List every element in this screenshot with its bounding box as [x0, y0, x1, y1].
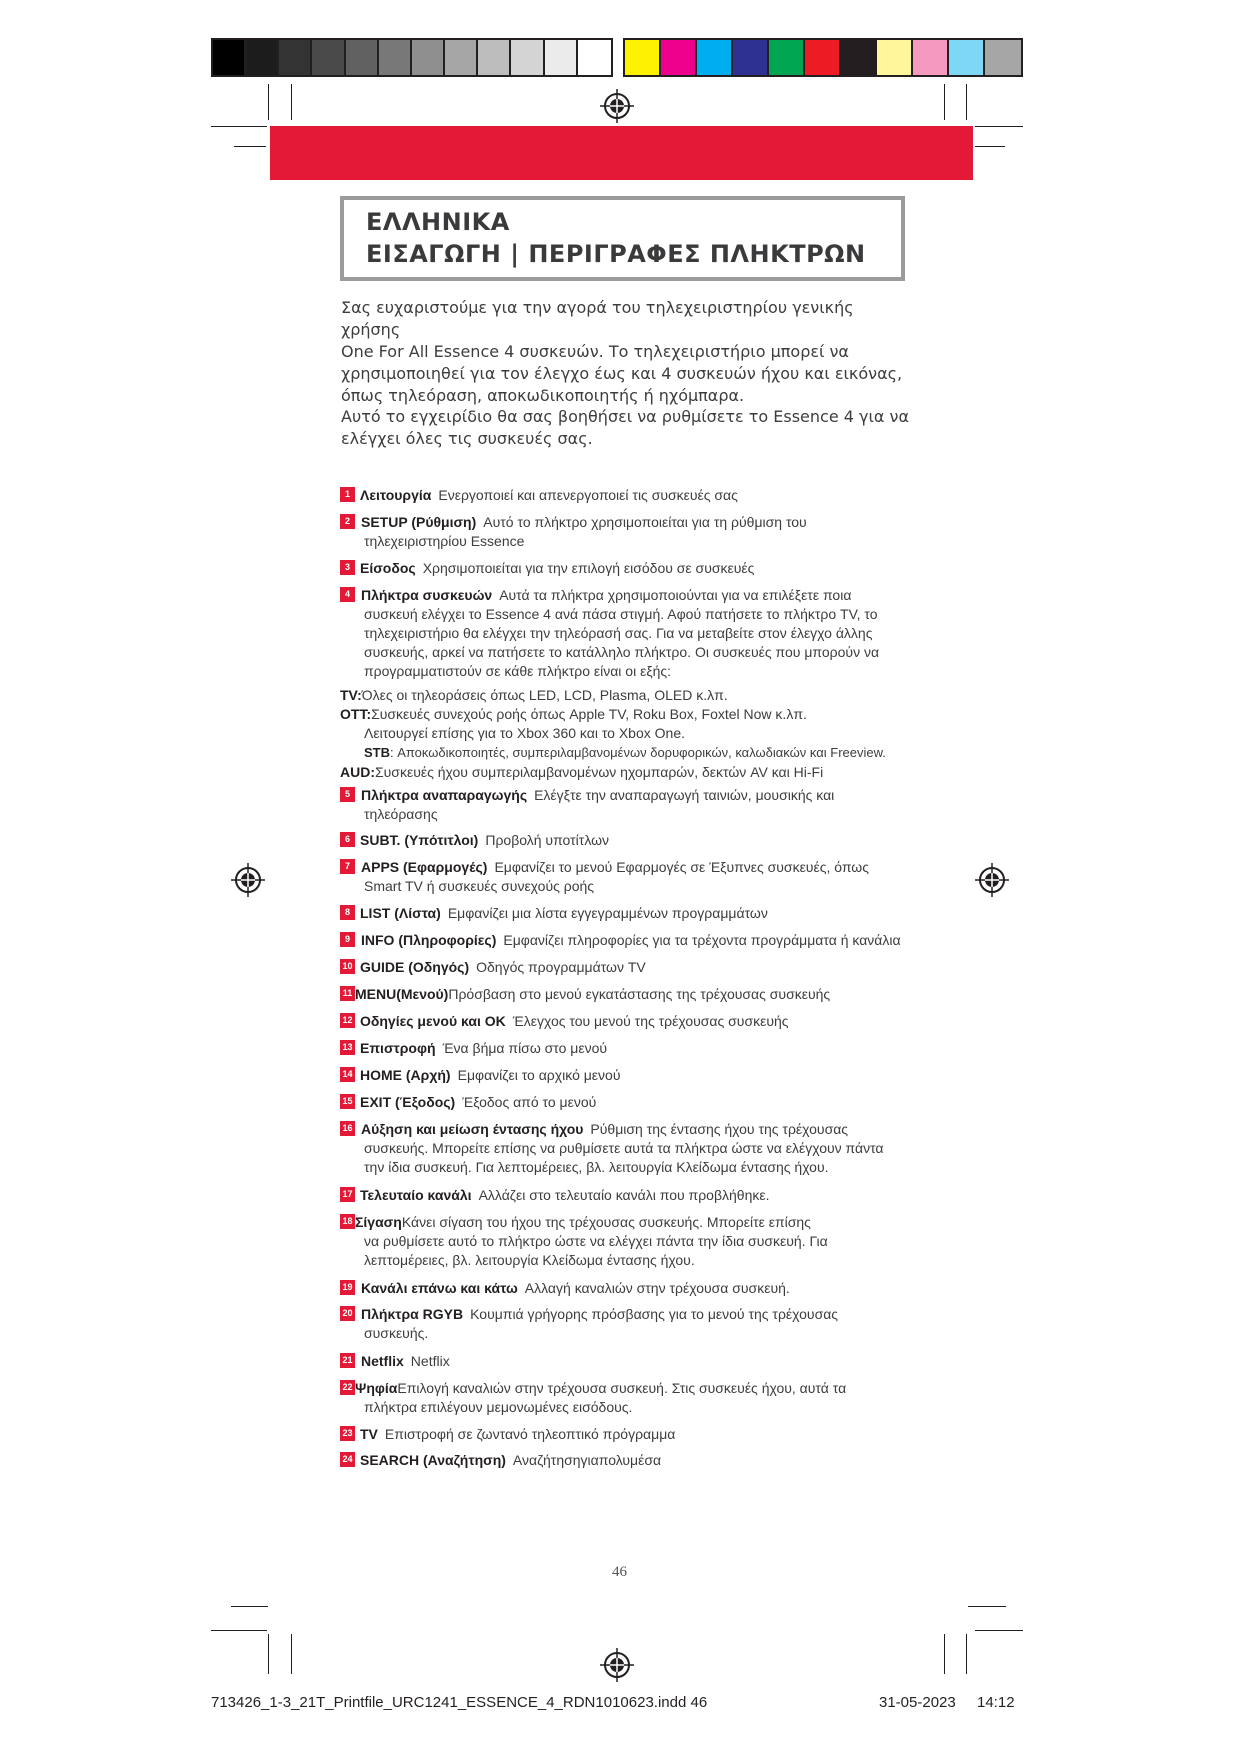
key-number-badge: 12 [340, 1013, 355, 1028]
key-name: SEARCH (Αναζήτηση) [360, 1452, 506, 1468]
key-line [361, 1279, 790, 1298]
key-line [360, 1451, 661, 1470]
color-swatch [913, 40, 949, 75]
key-description: Αλλαγή καναλιών στην τρέχουσα συσκευή. [524, 1280, 790, 1296]
print-time: 14:12 [977, 1694, 1015, 1711]
key-name: LIST (Λίστα) [360, 905, 441, 921]
color-swatch [246, 40, 279, 75]
key-name: MENU(Μενού) [355, 986, 449, 1002]
print-date: 31-05-2023 [879, 1694, 956, 1711]
key-line [360, 958, 646, 977]
key-line [361, 1120, 848, 1139]
intro-paragraph-2 [341, 406, 911, 450]
key-line [360, 1186, 770, 1205]
device-type-label: TV: [340, 687, 362, 703]
key-number-badge: 24 [340, 1452, 355, 1467]
section-title-box [340, 196, 905, 281]
key-number-badge: 20 [340, 1306, 355, 1321]
crop-mark [968, 1606, 1006, 1607]
color-swatch [379, 40, 412, 75]
color-swatch [949, 40, 985, 75]
key-name: SETUP (Ρύθμιση) [361, 514, 477, 530]
key-description-cont: τηλεχειριστηρίου Essence [364, 533, 525, 549]
crop-mark [975, 146, 1005, 147]
registration-mark-icon [231, 863, 265, 897]
key-line [360, 559, 754, 578]
key-description: Εμφανίζει το αρχικό μενού [457, 1067, 621, 1083]
key-line [355, 1213, 811, 1232]
file-slug: 713426_1-3_21T_Printfile_URC1241_ESSENCE_4_RDN1010623.indd 46 [211, 1694, 708, 1711]
key-description-cont: προγραμματιστούν σε κάθε πλήκτρο είναι οι εξής: [364, 663, 672, 679]
key-description: Χρησιμοποιείται για την επιλογή εισόδου σε συσκευές [422, 560, 755, 576]
key-name: INFO (Πληροφορίες) [361, 932, 497, 948]
color-swatch [805, 40, 841, 75]
key-number-badge: 15 [340, 1094, 355, 1109]
key-name: APPS (Εφαρμογές) [361, 859, 488, 875]
key-description: Εμφανίζει το μενού Εφαρμογές σε Έξυπνες συσκευές, όπως [494, 859, 869, 875]
key-description-cont: να ρυθμίσετε αυτό το πλήκτρο ώστε να ελέγχει πάντα την ίδια συσκευή. Για [364, 1233, 828, 1249]
crop-mark [211, 1630, 267, 1631]
key-description: Netflix [410, 1353, 450, 1369]
process-color-bar [623, 38, 1023, 77]
key-number-badge: 8 [340, 905, 355, 920]
key-description: Πρόσβαση στο μενού εγκατάστασης της τρέχουσας συσκευής [448, 986, 831, 1002]
crop-mark [944, 84, 945, 120]
color-swatch [346, 40, 379, 75]
key-description: Έξοδος από το μενού [462, 1094, 597, 1110]
key-name: Κανάλι επάνω και κάτω [361, 1280, 518, 1296]
color-swatch [511, 40, 544, 75]
color-swatch [661, 40, 697, 75]
key-line [360, 1425, 675, 1444]
intro-line: Αυτό το εγχειρίδιο θα σας βοηθήσει να ρυθμίσετε το Essence 4 για να [341, 407, 910, 426]
key-number-badge: 10 [340, 959, 355, 974]
key-name: Πλήκτρα αναπαραγωγής [361, 787, 528, 803]
crop-mark [975, 1630, 1023, 1631]
crop-mark [268, 84, 269, 120]
language-heading: ΕΛΛΗΝΙΚΑ [366, 208, 510, 236]
key-name: Πλήκτρα συσκευών [361, 587, 493, 603]
key-line [360, 1066, 621, 1085]
key-name: Τελευταίο κανάλι [360, 1187, 472, 1203]
key-description: Οδηγός προγραμμάτων TV [476, 959, 646, 975]
color-swatch [213, 40, 246, 75]
crop-mark [291, 84, 292, 120]
key-description-cont: τηλεόρασης [364, 806, 438, 822]
device-type-tv [340, 686, 728, 705]
color-swatch [545, 40, 578, 75]
key-description: Έλεγχος του μενού της τρέχουσας συσκευής [512, 1013, 789, 1029]
key-description-cont: Smart TV ή συσκευές συνεχούς ροής [364, 878, 595, 894]
key-line [360, 486, 738, 505]
crop-mark [234, 146, 266, 147]
key-number-badge: 22 [340, 1380, 355, 1395]
crop-mark [975, 126, 1023, 127]
intro-line: Σας ευχαριστούμε για την αγορά του τηλεχειριστηρίου γενικής χρήσης [341, 298, 854, 339]
device-type-text: Συσκευές συνεχούς ροής όπως Apple TV, Roku Box, Foxtel Now κ.λπ. [371, 706, 807, 722]
key-description: Κουμπιά γρήγορης πρόσβασης για το μενού της τρέχουσας [470, 1306, 839, 1322]
key-name: Σίγαση [355, 1214, 402, 1230]
key-number-badge: 21 [340, 1353, 355, 1368]
device-type-label: OTT: [340, 706, 372, 722]
color-swatch [841, 40, 877, 75]
header-red-band [270, 126, 973, 180]
registration-mark-icon [975, 863, 1009, 897]
key-line [361, 1352, 450, 1371]
key-number-badge: 7 [340, 859, 355, 874]
key-description: Αυτό το πλήκτρο χρησιμοποιείται για τη ρύθμιση του [483, 514, 807, 530]
color-swatch [279, 40, 312, 75]
key-description-cont: συσκευής, αρκεί να πατήσετε το κατάλληλο πλήκτρο. Οι συσκευές που μπορούν να [364, 644, 880, 660]
key-number-badge: 13 [340, 1040, 355, 1055]
registration-mark-icon [600, 1648, 634, 1682]
key-name: GUIDE (Οδηγός) [360, 959, 470, 975]
key-name: SUBT. (Υπότιτλοι) [360, 832, 479, 848]
key-name: HOME (Αρχή) [360, 1067, 451, 1083]
key-number-badge: 9 [340, 932, 355, 947]
device-type-stb [364, 743, 886, 762]
key-line [361, 931, 901, 950]
key-line [360, 1093, 596, 1112]
device-type-label: STB [364, 745, 390, 760]
intro-paragraph [341, 297, 911, 407]
device-type-text: : Αποκωδικοποιητές, συμπεριλαμβανομένων δορυφορικών, καλωδιακών και Freeview. [390, 745, 886, 760]
key-number-badge: 23 [340, 1426, 355, 1441]
key-number-badge: 14 [340, 1067, 355, 1082]
key-description: Επιλογή καναλιών στην τρέχουσα συσκευή. Στις συσκευές ήχου, αυτά τα [397, 1380, 847, 1396]
page-title: ΕΙΣΑΓΩΓΗ | ΠΕΡΙΓΡΑΦΕΣ ΠΛΗΚΤΡΩΝ [366, 240, 866, 268]
key-description: Ενεργοποιεί και απενεργοποιεί τις συσκευές σας [438, 487, 738, 503]
key-number-badge: 19 [340, 1280, 355, 1295]
key-description: Κάνει σίγαση του ήχου της τρέχουσας συσκευής. Μπορείτε επίσης [401, 1214, 811, 1230]
key-description: Επιστροφή σε ζωντανό τηλεοπτικό πρόγραμμα [384, 1426, 676, 1442]
color-swatch [733, 40, 769, 75]
device-type-text: Συσκευές ήχου συμπεριλαμβανομένων ηχομπαρών, δεκτών AV και Hi-Fi [375, 764, 824, 780]
color-swatch [412, 40, 445, 75]
intro-line: One For All Essence 4 συσκευών. Το τηλεχειριστήριο μπορεί να [341, 342, 849, 361]
key-description: Εμφανίζει πληροφορίες για τα τρέχοντα προγράμματα ή κανάλια [503, 932, 901, 948]
key-name: Πλήκτρα RGYB [361, 1306, 464, 1322]
key-number-badge: 16 [340, 1121, 355, 1136]
color-swatch [625, 40, 661, 75]
key-line [360, 1039, 607, 1058]
key-line [361, 1305, 838, 1324]
key-description: Αναζήτησηγιαπολυμέσα [512, 1452, 662, 1468]
registration-mark-icon [600, 89, 634, 123]
key-number-badge: 5 [340, 787, 355, 802]
key-line [361, 513, 807, 532]
key-description-cont: συσκευής. [364, 1325, 429, 1341]
color-swatch [769, 40, 805, 75]
key-name: EXIT (Έξοδος) [360, 1094, 456, 1110]
device-type-aud [340, 763, 823, 782]
key-name: Netflix [361, 1353, 404, 1369]
key-number-badge: 18 [340, 1214, 355, 1229]
key-number-badge: 11 [340, 986, 355, 1001]
color-swatch [578, 40, 611, 75]
key-line [361, 786, 834, 805]
device-type-ott-cont: Λειτουργεί επίσης για το Xbox 360 και το Xbox One. [364, 725, 685, 741]
key-name: Λειτουργία [360, 487, 432, 503]
key-description-cont: την ίδια συσκευή. Για λεπτομέρειες, βλ. λειτουργία Κλείδωμα έντασης ήχου. [364, 1159, 829, 1175]
key-name: Ψηφία [355, 1380, 398, 1396]
key-line [360, 904, 768, 923]
color-swatch [478, 40, 511, 75]
grayscale-color-bar [211, 38, 613, 77]
crop-mark [966, 1634, 967, 1674]
key-number-badge: 17 [340, 1187, 355, 1202]
key-line [360, 831, 609, 850]
key-line [355, 1379, 846, 1398]
key-number-badge: 2 [340, 514, 355, 529]
key-description: Ένα βήμα πίσω στο μενού [442, 1040, 608, 1056]
intro-line: όπως τηλεόραση, αποκωδικοποιητής ή ηχόμπαρα. [341, 386, 745, 405]
key-description: Ρύθμιση της έντασης ήχου της τρέχουσας [590, 1121, 849, 1137]
crop-mark [966, 84, 967, 120]
crop-mark [231, 1606, 268, 1607]
key-description-cont: συσκευής. Μπορείτε επίσης να ρυθμίσετε αυτά τα πλήκτρα ώστε να ελέγχουν πάντα [364, 1140, 884, 1156]
key-name: Αύξηση και μείωση έντασης ήχου [361, 1121, 584, 1137]
key-line [360, 1012, 789, 1031]
key-description: Εμφανίζει μια λίστα εγγεγραμμένων προγραμμάτων [447, 905, 768, 921]
key-name: TV [360, 1426, 378, 1442]
key-name: Οδηγίες μενού και OK [360, 1013, 506, 1029]
color-swatch [312, 40, 345, 75]
crop-mark [211, 126, 267, 127]
key-number-badge: 1 [340, 487, 355, 502]
crop-mark [944, 1634, 945, 1674]
key-name: Επιστροφή [360, 1040, 436, 1056]
color-swatch [985, 40, 1021, 75]
device-type-text: Όλες οι τηλεοράσεις όπως LED, LCD, Plasma, OLED κ.λπ. [361, 687, 728, 703]
key-line [361, 858, 869, 877]
key-number-badge: 4 [340, 587, 355, 602]
color-swatch [697, 40, 733, 75]
device-type-ott [340, 705, 807, 724]
device-type-label: AUD: [340, 764, 375, 780]
key-description-cont: τηλεχειριστήριο θα ελέγχει την τηλεόρασή σας. Για να μεταβείτε στον έλεγχο άλλης [364, 625, 873, 641]
key-line [361, 586, 851, 605]
page-number: 46 [612, 1564, 627, 1580]
color-swatch [877, 40, 913, 75]
key-description: Αυτά τα πλήκτρα χρησιμοποιούνται για να επιλέξετε ποια [499, 587, 852, 603]
key-description-cont: λεπτομέρειες, βλ. λειτουργία Κλείδωμα έντασης ήχου. [364, 1252, 695, 1268]
intro-line: χρησιμοποιηθεί για τον έλεγχο έως και 4 συσκευών ήχου και εικόνας, [341, 364, 903, 383]
key-line [355, 985, 830, 1004]
key-description: Προβολή υποτίτλων [485, 832, 610, 848]
color-swatch [445, 40, 478, 75]
key-description-cont: συσκευή ελέγχει το Essence 4 ανά πάσα στιγμή. Αφού πατήσετε το πλήκτρο TV, το [364, 606, 878, 622]
key-number-badge: 6 [340, 832, 355, 847]
key-description: Ελέγξτε την αναπαραγωγή ταινιών, μουσικής και [534, 787, 835, 803]
crop-mark [291, 1634, 292, 1674]
key-description: Αλλάζει στο τελευταίο κανάλι που προβλήθηκε. [478, 1187, 770, 1203]
intro-line: ελέγχει όλες τις συσκευές σας. [341, 429, 593, 448]
key-number-badge: 3 [340, 560, 355, 575]
crop-mark [268, 1634, 269, 1674]
key-name: Είσοδος [360, 560, 416, 576]
key-description-cont: πλήκτρα επιλέγουν μεμονωμένες εισόδους. [364, 1399, 633, 1415]
